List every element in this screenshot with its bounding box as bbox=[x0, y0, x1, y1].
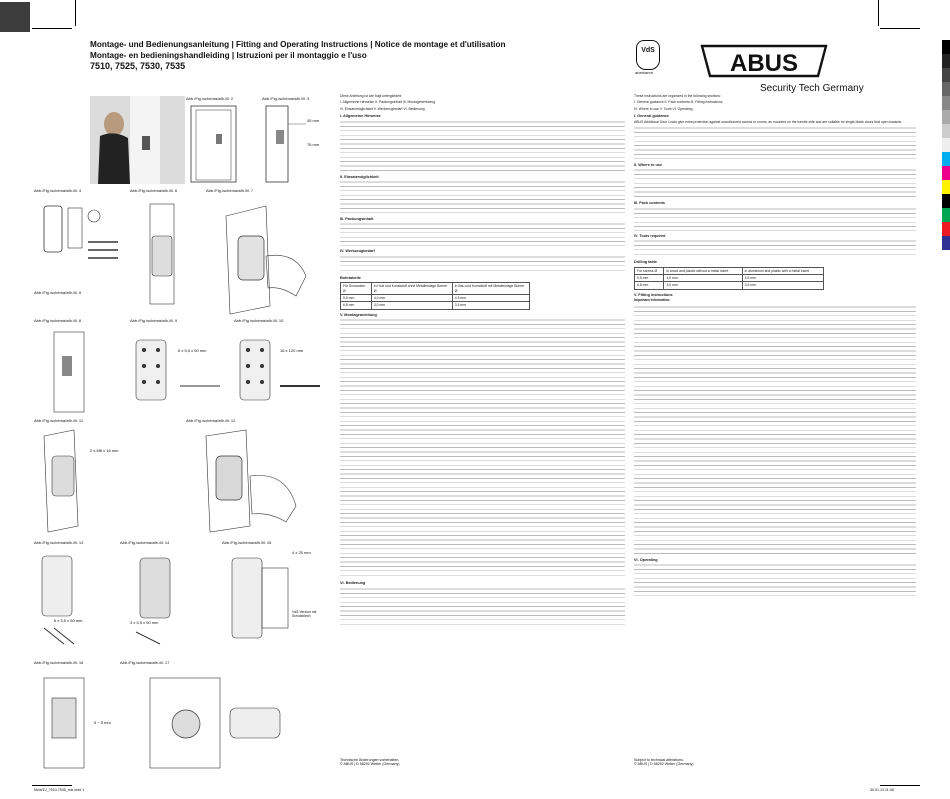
color-patch bbox=[942, 208, 950, 222]
german-column bbox=[340, 94, 625, 694]
crop-mark bbox=[878, 0, 879, 26]
footer-note-de bbox=[340, 758, 399, 766]
color-patch bbox=[942, 222, 950, 236]
tagline: Security Tech Germany bbox=[760, 83, 864, 94]
section-heading: V. Montageanleitung bbox=[340, 312, 377, 317]
table-cell: Für Schrauben Ø bbox=[341, 283, 372, 295]
vds-sub: anerkannt bbox=[635, 70, 653, 75]
footer-text: Subject to technical alterations. bbox=[634, 758, 684, 762]
dimension-label: 76 mm bbox=[307, 142, 320, 147]
color-patch bbox=[942, 68, 950, 82]
color-patch bbox=[942, 82, 950, 96]
toc-line: IV. Einsatzmöglichkeit V. Werkzeugbedarf VI. Bedienung bbox=[340, 106, 425, 111]
lock-assembled-drawing bbox=[186, 426, 326, 536]
lock-mounted-drawing bbox=[130, 196, 202, 318]
toc-line: I. Allgemeine Hinweise II. Packungsinhalt III. Montagewerkzeug bbox=[340, 100, 436, 105]
print-color-bar bbox=[942, 40, 950, 250]
body-text-block bbox=[634, 207, 916, 231]
figure-7 bbox=[206, 188, 326, 318]
cylinder-drawing bbox=[120, 668, 326, 778]
print-date: 30.01.13 11:38 bbox=[870, 788, 894, 792]
screw-label: 2 x M6 x 16 mm bbox=[90, 448, 119, 453]
protection-plate-drawing bbox=[222, 548, 326, 648]
vds-version-label: VdS-Version mit Schutzblech bbox=[292, 610, 317, 618]
color-patch bbox=[942, 194, 950, 208]
body-text-block bbox=[634, 168, 916, 198]
model-numbers: 7510, 7525, 7530, 7535 bbox=[90, 61, 186, 71]
footer-text: Technische Änderungen vorbehalten. bbox=[340, 758, 400, 762]
english-column bbox=[634, 94, 916, 694]
toc-line: I. General guidance II. Pack contents III. Fitting instructions bbox=[634, 100, 723, 105]
copyright-text: © ABUS | D 58292 Wetter (Germany) bbox=[340, 762, 400, 766]
figure-label: Abb./Fig./schéma/afb./ill. 10 bbox=[234, 318, 284, 323]
table-cell: 3,0 mm bbox=[664, 282, 742, 289]
body-text-block bbox=[634, 239, 916, 257]
file-slug: Multi/ZJ_7510-7535_mix.indd 1 bbox=[34, 788, 85, 792]
body-text-block bbox=[634, 563, 916, 599]
section-heading: II. Where to use bbox=[634, 163, 663, 168]
crop-mark bbox=[880, 785, 920, 786]
table-cell: 5,5 mm bbox=[635, 275, 664, 282]
figure-label: Abb./Fig./schéma/afb./ill. 6 bbox=[130, 188, 178, 193]
color-patch bbox=[942, 124, 950, 138]
table-cell: in aluminium and plastic with a metal insert bbox=[742, 267, 823, 274]
figure-label: Abb./Fig./schéma/afb./ill. 5 bbox=[34, 290, 82, 295]
table-cell: 4,5 mm bbox=[742, 275, 823, 282]
figure-label: Abb./Fig./schéma/afb./ill. 12 bbox=[186, 418, 236, 423]
body-text-block bbox=[340, 222, 625, 246]
title-line-1: Montage- und Bedienungsanleitung | Fitting and Operating Instructions | Notice de montage et d'utilisation bbox=[90, 40, 506, 49]
door-outline bbox=[186, 104, 246, 184]
table-cell: 5,5 mm bbox=[341, 295, 372, 302]
body-text-block bbox=[340, 318, 625, 578]
figure-1 bbox=[90, 96, 185, 184]
dimension-label: 5 ~ 5 mm bbox=[94, 720, 111, 725]
table-header-row bbox=[341, 283, 530, 295]
table-row bbox=[635, 282, 824, 289]
section-heading: IV. Tools required bbox=[634, 233, 666, 238]
color-patch bbox=[942, 166, 950, 180]
color-patch bbox=[942, 110, 950, 124]
figure-11 bbox=[34, 418, 184, 538]
figure-10 bbox=[234, 318, 326, 418]
table-cell: 6,8 mm bbox=[635, 282, 664, 289]
door-edge-drawing bbox=[34, 326, 124, 416]
body-text: ABUS Additional Door Locks give extra protection against unauthorized access to rooms, as mounted on the handle side and are suitable for single-blade doors that open inwards. bbox=[634, 119, 903, 124]
table-cell: 4,0 mm bbox=[664, 275, 742, 282]
table-cell: in wood and plastic without a metal insert bbox=[664, 267, 742, 274]
section-heading: IV. Werkzeugbedarf bbox=[340, 249, 375, 254]
figure-13 bbox=[34, 540, 118, 650]
lock-hand-drawing bbox=[206, 196, 326, 318]
figure-4 bbox=[34, 188, 124, 288]
color-patch bbox=[942, 40, 950, 54]
table-row bbox=[341, 295, 530, 302]
strike-plate-drawing bbox=[34, 548, 118, 648]
figure-label: Abb./Fig./schéma/afb./ill. 3 bbox=[262, 96, 310, 101]
section-heading: V. Fitting instructions bbox=[634, 292, 673, 297]
section-heading: VI. Operating bbox=[634, 557, 658, 562]
drill-table-de bbox=[340, 282, 530, 310]
table-cell: 6,8 mm bbox=[341, 302, 372, 309]
color-patch bbox=[942, 236, 950, 250]
crop-mark bbox=[32, 785, 72, 786]
figure-2 bbox=[186, 96, 246, 184]
figure-label: Abb./Fig./schéma/afb./ill. 7 bbox=[206, 188, 254, 193]
print-color-swatch bbox=[0, 2, 30, 32]
screw-label: 4 x 25 mm bbox=[292, 550, 311, 555]
table-cell: For screws Ø bbox=[635, 267, 664, 274]
intro-text: These instructions are organized in the following sections: bbox=[634, 94, 721, 98]
body-text-block bbox=[340, 180, 625, 214]
figure-label: Abb./Fig./schéma/afb./ill. 2 bbox=[186, 96, 234, 101]
screw-label: 6 x 5,5 x 50 mm bbox=[54, 618, 83, 623]
table-cell: 4,5 mm bbox=[452, 295, 529, 302]
document-header bbox=[90, 40, 630, 72]
color-patch bbox=[942, 152, 950, 166]
table-heading: Drilling table bbox=[634, 260, 657, 265]
section-heading: III. Packungsinhalt bbox=[340, 217, 374, 222]
figure-label: Abb./Fig./schéma/afb./ill. 14 bbox=[120, 540, 170, 545]
table-cell: 4,0 mm bbox=[371, 295, 452, 302]
body-text-block bbox=[340, 255, 625, 273]
photo-woman-door bbox=[90, 96, 185, 184]
figure-17 bbox=[120, 660, 326, 780]
footer-note-en bbox=[634, 758, 693, 766]
table-heading: Bohrtabelle bbox=[340, 275, 361, 280]
title-line-2: Montage- en bedieningshandleiding | Istruzioni per il montaggio e l'uso bbox=[90, 50, 367, 60]
figure-6 bbox=[130, 188, 202, 318]
table-cell: in Bau und Kunststoff mit Metalleinlage Bohrer Ø bbox=[452, 283, 529, 295]
lock-box-drawing bbox=[120, 548, 220, 648]
figure-label: Abb./Fig./schéma/afb./ill. 17 bbox=[120, 660, 170, 665]
lock-fitting-drawing bbox=[34, 426, 184, 536]
table-cell: 3,0 mm bbox=[371, 302, 452, 309]
crop-mark bbox=[75, 0, 76, 26]
section-heading: III. Pack contents bbox=[634, 201, 666, 206]
body-text-block bbox=[634, 305, 916, 555]
figure-14 bbox=[120, 540, 220, 650]
logo-text: ABUS bbox=[729, 50, 799, 77]
figure-8 bbox=[34, 318, 124, 418]
table-cell: in Holz und Kunststoff ohne Metalleinlage Bohrer Ø bbox=[371, 283, 452, 295]
body-text-block bbox=[340, 587, 625, 627]
table-cell: 3,5 mm bbox=[452, 302, 529, 309]
figure-label: Abb./Fig./schéma/afb./ill. 15 bbox=[222, 540, 272, 545]
template-drawing bbox=[234, 326, 326, 416]
figure-5 bbox=[34, 290, 124, 320]
figure-15 bbox=[222, 540, 326, 650]
color-patch bbox=[942, 138, 950, 152]
table-header-row bbox=[635, 267, 824, 274]
color-patch bbox=[942, 180, 950, 194]
figure-3 bbox=[262, 96, 326, 184]
copyright-text: © ABUS | D 58292 Wetter (Germany) bbox=[634, 762, 694, 766]
screw-label: 16 x 120 mm bbox=[280, 348, 304, 353]
table-cell: 3,5 mm bbox=[742, 282, 823, 289]
figure-label: Abb./Fig./schéma/afb./ill. 4 bbox=[34, 188, 82, 193]
figure-16 bbox=[34, 660, 118, 780]
important-note: Important information: bbox=[634, 298, 671, 303]
body-text-block bbox=[340, 120, 625, 172]
figure-label: Abb./Fig./schéma/afb./ill. 8 bbox=[34, 318, 82, 323]
drill-table-en bbox=[634, 267, 824, 290]
section-heading: I. Allgemeine Hinweise bbox=[340, 114, 381, 119]
section-heading: II. Einsatzmöglichkeit bbox=[340, 174, 379, 179]
parts-exploded bbox=[34, 196, 124, 288]
figure-12 bbox=[186, 418, 326, 538]
screw-label: 3 x 5,5 x 50 mm bbox=[130, 620, 159, 625]
figure-label: Abb./Fig./schéma/afb./ill. 13 bbox=[34, 540, 84, 545]
table-row bbox=[635, 275, 824, 282]
vds-logo: VdS bbox=[636, 40, 660, 70]
screw-label: 6 x 5,5 x 50 mm bbox=[178, 348, 207, 353]
section-heading: VI. Bedienung bbox=[340, 581, 366, 586]
figure-label: Abb./Fig./schéma/afb./ill. 11 bbox=[34, 418, 84, 423]
crop-mark bbox=[880, 28, 920, 29]
intro-text: Diese Anleitung ist wie folgt untergliedert: bbox=[340, 94, 403, 98]
figure-9 bbox=[130, 318, 230, 418]
body-text-block bbox=[634, 126, 916, 160]
template-drawing bbox=[130, 326, 230, 416]
figure-label: Abb./Fig./schéma/afb./ill. 16 bbox=[34, 660, 84, 665]
color-patch bbox=[942, 96, 950, 110]
figure-label: Abb./Fig./schéma/afb./ill. 9 bbox=[130, 318, 178, 323]
color-patch bbox=[942, 54, 950, 68]
section-heading: I. General guidance bbox=[634, 114, 670, 119]
crop-mark bbox=[32, 28, 72, 29]
toc-line: IV. Where to use V. Tools VI. Operating bbox=[634, 106, 693, 111]
dimension-label: 45 mm bbox=[307, 118, 320, 123]
table-row bbox=[341, 302, 530, 309]
